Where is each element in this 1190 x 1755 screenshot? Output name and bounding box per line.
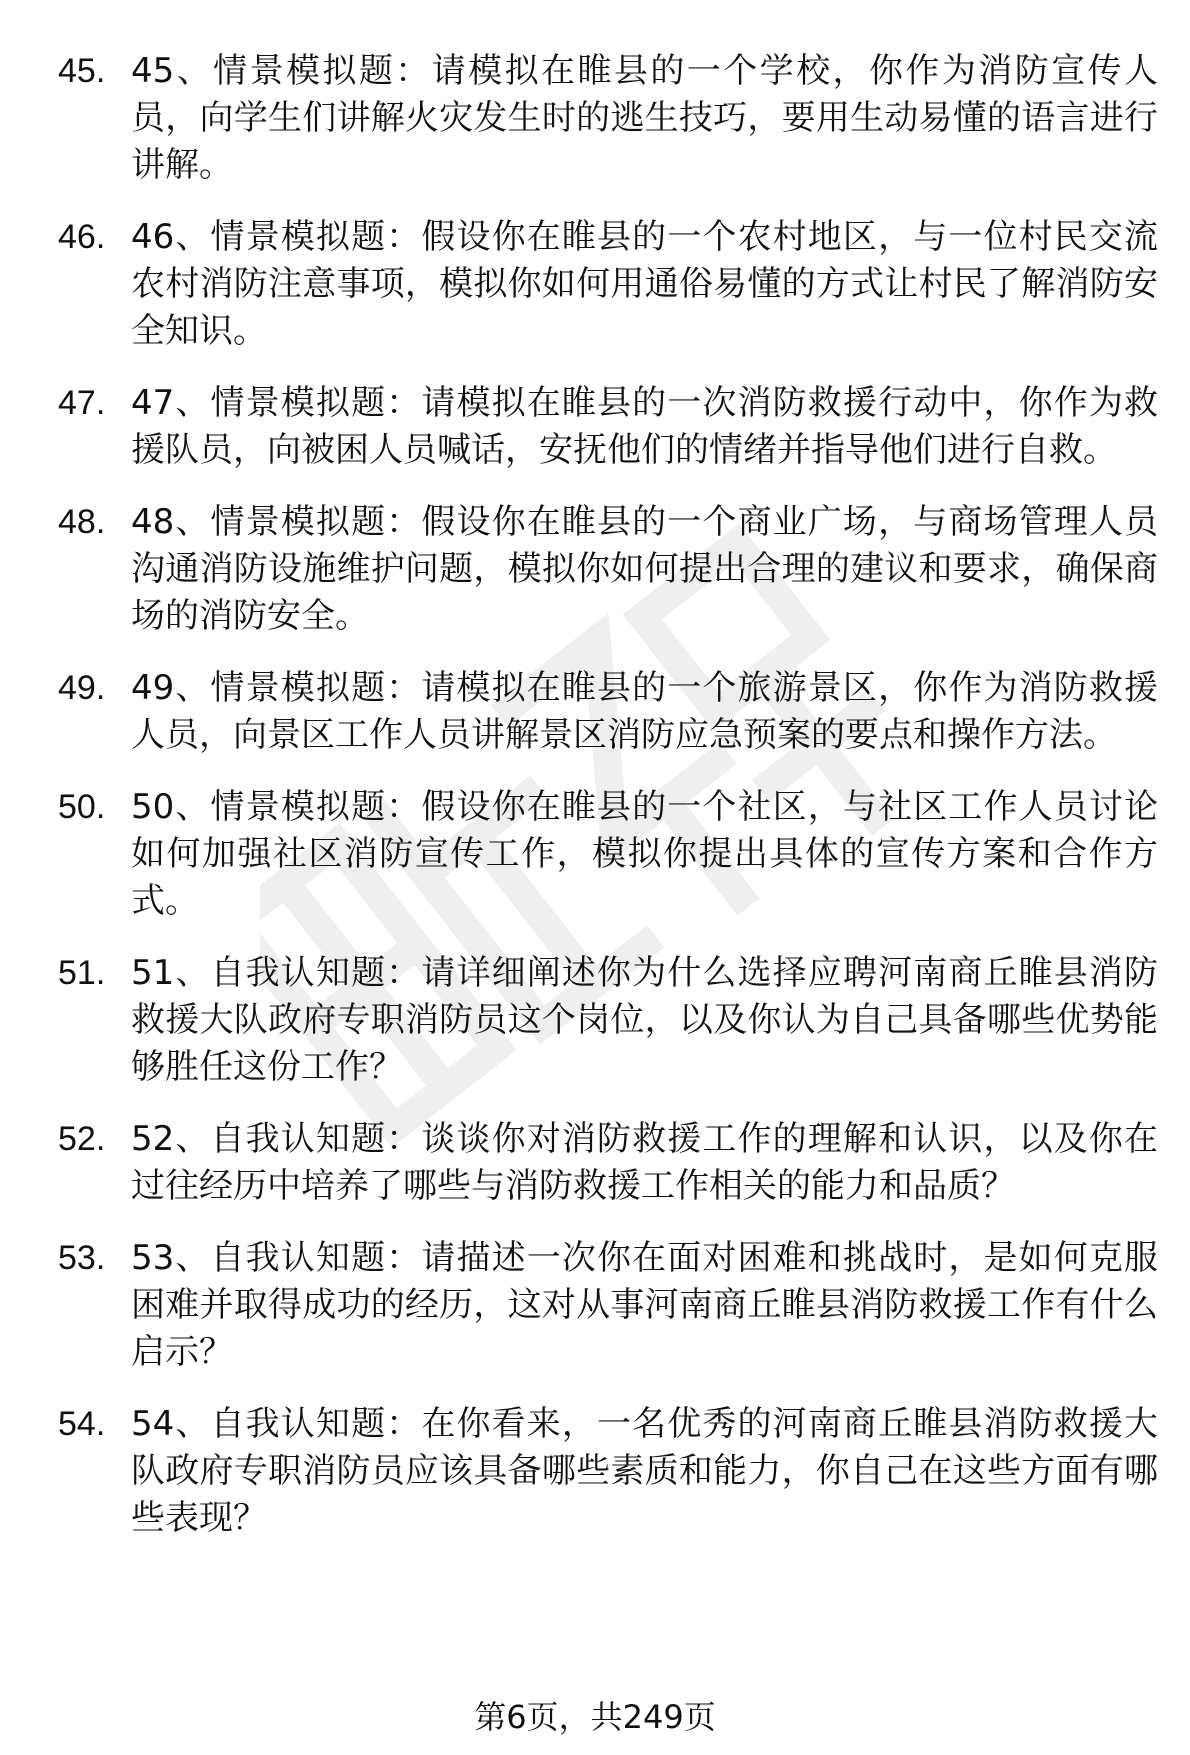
- question-item: [58, 380, 1158, 474]
- question-text: 46、情景模拟题：假设你在睢县的一个农村地区，与一位村民交流农村消防注意事项，模拟你如何用通俗易懂的方式让村民了解消防安全知识。: [131, 217, 1158, 351]
- question-number: 54.: [58, 1405, 106, 1443]
- question-number: 51.: [58, 954, 106, 992]
- question-item: [58, 499, 1158, 640]
- page-indicator: 第6页，共249页: [474, 1698, 716, 1736]
- question-number: 53.: [58, 1239, 106, 1277]
- question-text: 47、情景模拟题：请模拟在睢县的一次消防救援行动中，你作为救援队员，向被困人员喊话，安抚他们的情绪并指导他们进行自救。: [131, 383, 1158, 470]
- question-text: 51、自我认知题：请详细阐述你为什么选择应聘河南商丘睢县消防救援大队政府专职消防员这个岗位，以及你认为自己具备哪些优势能够胜任这份工作？: [131, 953, 1158, 1087]
- question-text: 54、自我认知题：在你看来，一名优秀的河南商丘睢县消防救援大队政府专职消防员应该具备哪些素质和能力，你自己在这些方面有哪些表现？: [131, 1404, 1158, 1538]
- question-text: 45、情景模拟题：请模拟在睢县的一个学校，你作为消防宣传人员，向学生们讲解火灾发生时的逃生技巧，要用生动易懂的语言进行讲解。: [131, 51, 1158, 185]
- question-text: 53、自我认知题：请描述一次你在面对困难和挑战时，是如何克服困难并取得成功的经历，这对从事河南商丘睢县消防救援工作有什么启示？: [131, 1238, 1158, 1372]
- question-item: [58, 950, 1158, 1091]
- question-item: [58, 214, 1158, 355]
- question-number: 52.: [58, 1120, 106, 1158]
- question-number: 50.: [58, 788, 106, 826]
- question-text: 52、自我认知题：谈谈你对消防救援工作的理解和认识，以及你在过往经历中培养了哪些与消防救援工作相关的能力和品质？: [131, 1119, 1158, 1206]
- question-item: [58, 784, 1158, 925]
- question-item: [58, 1116, 1158, 1210]
- question-item: [58, 48, 1158, 189]
- question-number: 49.: [58, 669, 106, 707]
- question-number: 46.: [58, 218, 106, 256]
- question-text: 49、情景模拟题：请模拟在睢县的一个旅游景区，你作为消防救援人员，向景区工作人员讲解景区消防应急预案的要点和操作方法。: [131, 668, 1158, 755]
- question-item: [58, 1401, 1158, 1542]
- question-number: 47.: [58, 384, 106, 422]
- question-text: 50、情景模拟题：假设你在睢县的一个社区，与社区工作人员讨论如何加强社区消防宣传工作，模拟你提出具体的宣传方案和合作方式。: [131, 787, 1158, 921]
- question-number: 48.: [58, 503, 106, 541]
- question-number: 45.: [58, 52, 106, 90]
- question-list: [58, 48, 1158, 1567]
- question-item: [58, 665, 1158, 759]
- question-item: [58, 1235, 1158, 1376]
- question-text: 48、情景模拟题：假设你在睢县的一个商业广场，与商场管理人员沟通消防设施维护问题，模拟你如何提出合理的建议和要求，确保商场的消防安全。: [131, 502, 1158, 636]
